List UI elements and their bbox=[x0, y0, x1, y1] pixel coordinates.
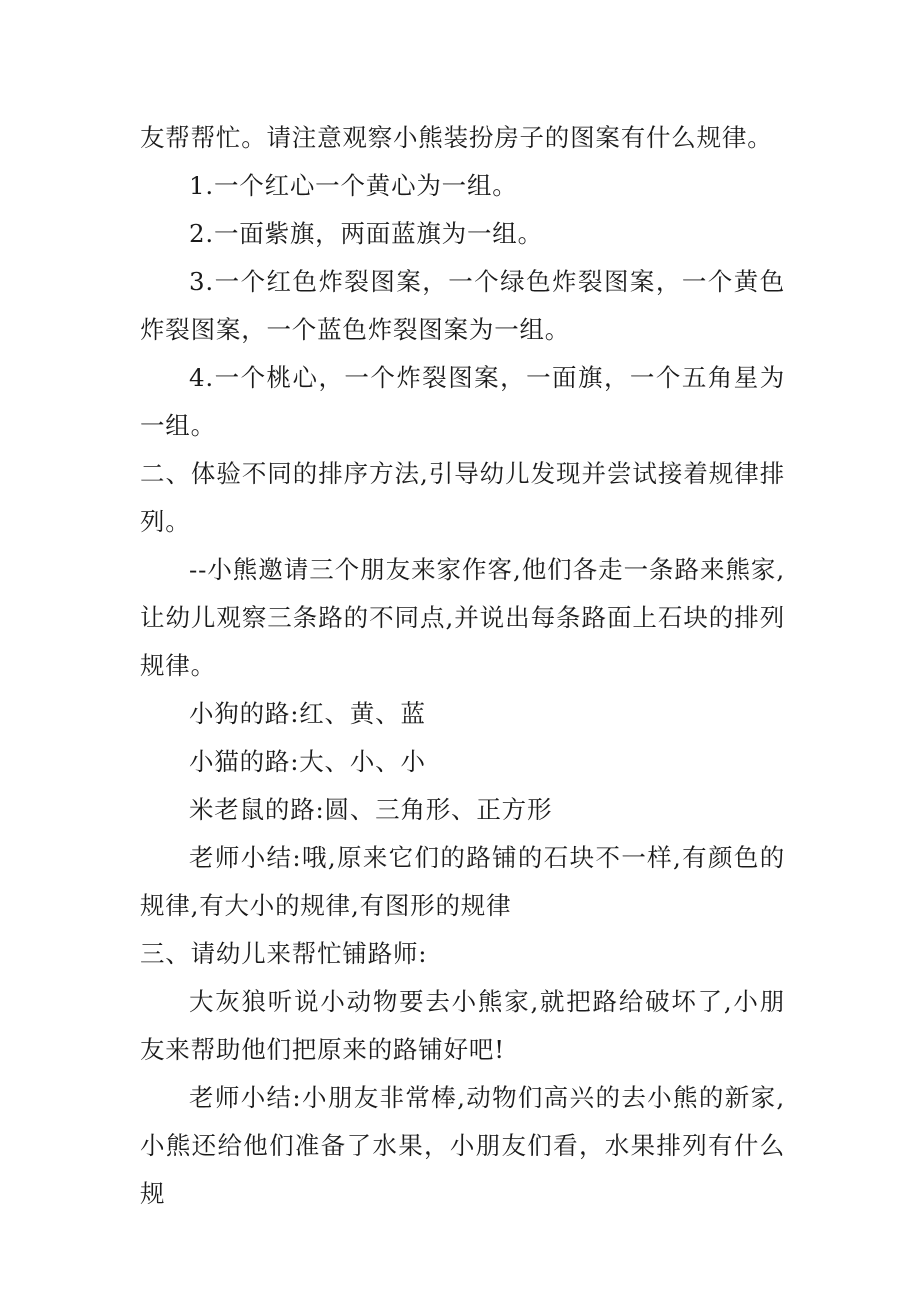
paragraph-mouse-road: 米老鼠的路:圆、三角形、正方形 bbox=[189, 795, 553, 824]
list-item-1: 1.一个红心一个黄心为一组。 bbox=[189, 171, 518, 200]
paragraph-dog-road: 小狗的路:红、黄、蓝 bbox=[189, 699, 426, 728]
paragraph-wolf: 大灰狼听说小动物要去小熊家,就把路给破坏了,小朋友来帮助他们把原来的路铺好吧! bbox=[140, 987, 785, 1064]
list-item-2: 2.一面紫旗，两面蓝旗为一组。 bbox=[189, 219, 543, 248]
paragraph-teacher-summary-1: 老师小结:哦,原来它们的路铺的石块不一样,有颜色的规律,有大小的规律,有图形的规律 bbox=[140, 843, 785, 920]
section-heading-2: 二、体验不同的排序方法,引导幼儿发现并尝试接着规律排列。 bbox=[140, 459, 785, 536]
section-heading-3: 三、请幼儿来帮忙铺路师: bbox=[140, 939, 428, 968]
document-body bbox=[140, 114, 785, 1218]
paragraph-teacher-summary-2: 老师小结:小朋友非常棒,动物们高兴的去小熊的新家,小熊还给他们准备了水果，小朋友们看，水果排列有什么规 bbox=[140, 1083, 785, 1208]
paragraph-intro: 友帮帮忙。请注意观察小熊装扮房子的图案有什么规律。 bbox=[140, 123, 773, 152]
paragraph-bear-invites: --小熊邀请三个朋友来家作客,他们各走一条路来熊家,让幼儿观察三条路的不同点,并说出每条路面上石块的排列规律。 bbox=[140, 555, 785, 680]
paragraph-cat-road: 小猫的路:大、小、小 bbox=[189, 747, 426, 776]
list-item-4: 4.一个桃心，一个炸裂图案，一面旗，一个五角星为一组。 bbox=[140, 363, 785, 440]
list-item-3: 3.一个红色炸裂图案，一个绿色炸裂图案，一个黄色炸裂图案，一个蓝色炸裂图案为一组。 bbox=[140, 267, 785, 344]
